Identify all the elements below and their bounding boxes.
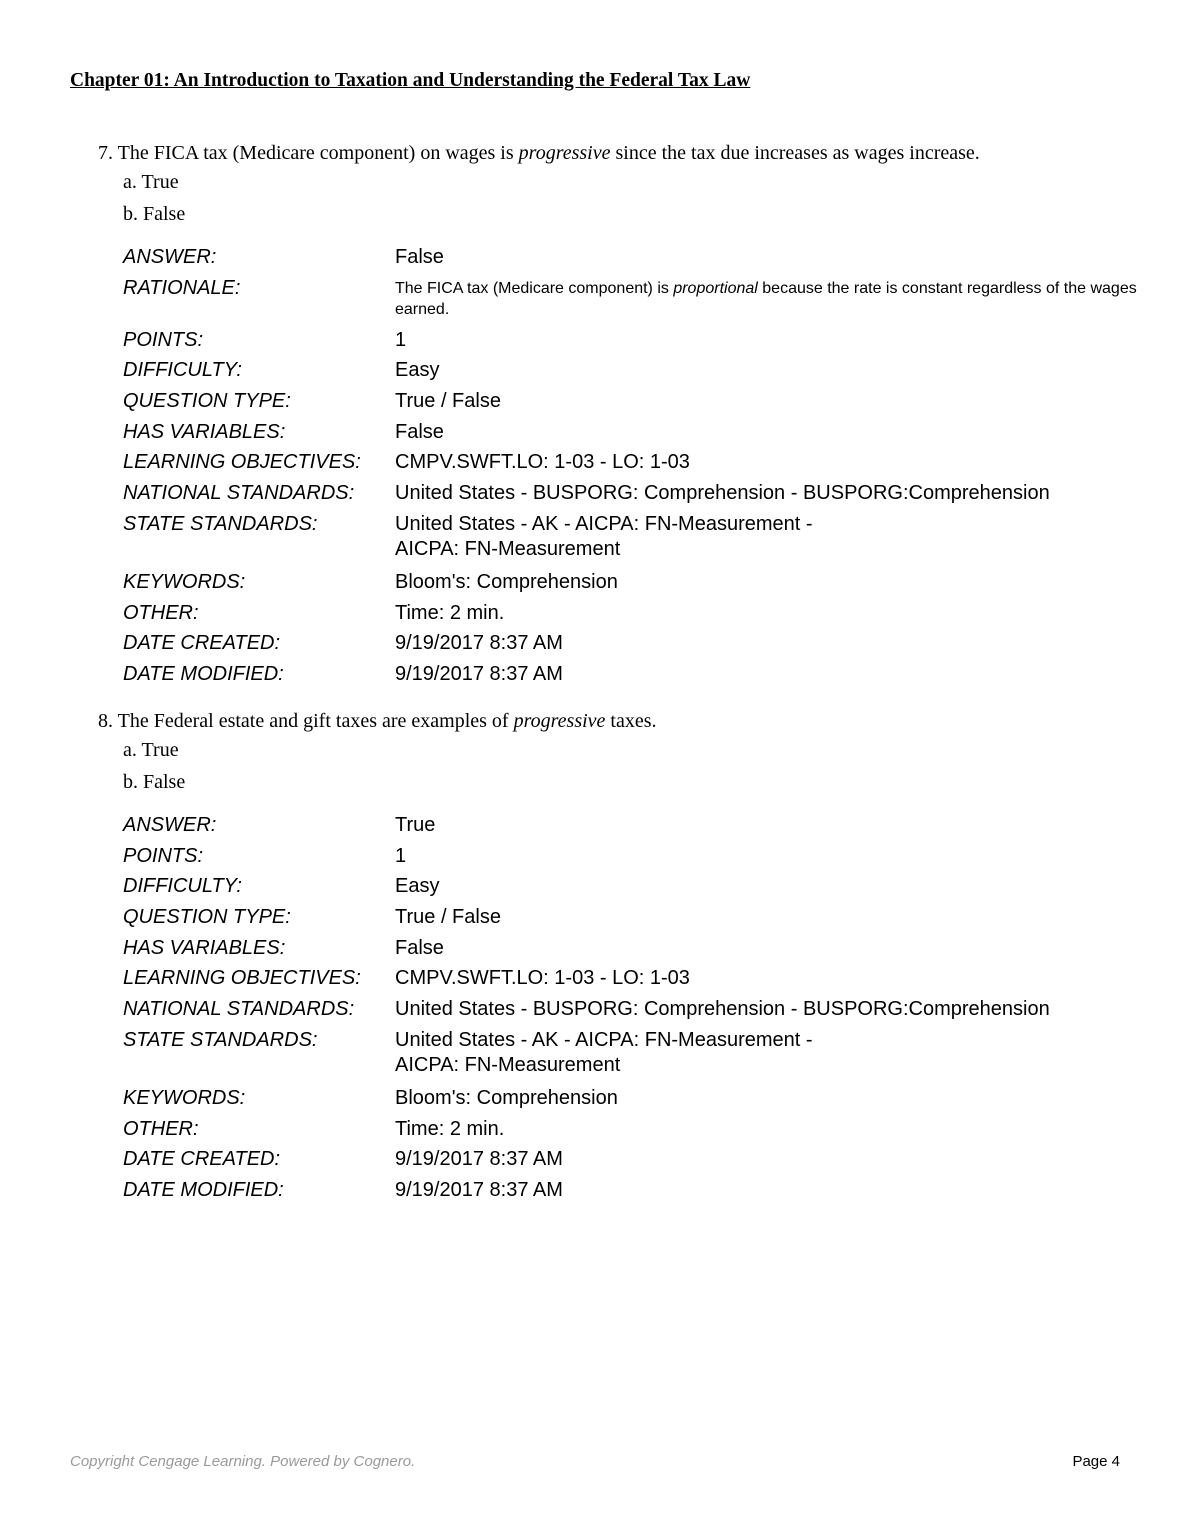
meta-row-keywords <box>123 1086 1138 1117</box>
answer-value: True <box>395 814 436 836</box>
meta-label: RATIONALE: <box>123 276 241 299</box>
state-standards-line: United States - AK - AICPA: FN-Measurement - <box>395 1028 813 1051</box>
meta-label: KEYWORDS: <box>123 570 246 593</box>
meta-label: ANSWER: <box>123 814 217 836</box>
meta-row-difficulty <box>123 358 1138 389</box>
points-value: 1 <box>395 844 407 867</box>
meta-label: HAS VARIABLES: <box>123 936 286 959</box>
question-stem-text: The FICA tax (Medicare component) on wages is <box>117 142 519 164</box>
meta-row-state-standards <box>123 1028 1138 1086</box>
question-stem-text-end: since the tax due increases as wages increase. <box>610 142 980 164</box>
answer-value: False <box>395 246 444 268</box>
meta-row-learning-objectives <box>123 966 1138 997</box>
choice-false: b. False <box>123 771 186 793</box>
meta-label: LEARNING OBJECTIVES: <box>123 967 361 990</box>
meta-row-question-type <box>123 389 1138 420</box>
date-modified-value: 9/19/2017 8:37 AM <box>395 662 563 685</box>
question-7 <box>98 140 1138 693</box>
rationale-text: The FICA tax (Medicare component) is <box>395 279 674 297</box>
meta-row-keywords <box>123 570 1138 601</box>
state-standards-value <box>395 512 1138 570</box>
question-stem-emphasis: progressive <box>518 142 611 164</box>
meta-label: DATE CREATED: <box>123 632 281 655</box>
question-stem <box>98 708 1138 734</box>
meta-label: QUESTION TYPE: <box>123 390 291 413</box>
choice-true: a. True <box>123 171 179 193</box>
keywords-value: Bloom's: Comprehension <box>395 570 618 593</box>
meta-label: HAS VARIABLES: <box>123 420 286 443</box>
rationale-value <box>395 276 1138 328</box>
state-standards-value <box>395 1028 1138 1086</box>
meta-row-date-modified <box>123 1178 1138 1209</box>
meta-row-other <box>123 601 1138 632</box>
footer-copyright: Copyright Cengage Learning. Powered by Cognero. <box>70 1453 416 1470</box>
other-value: Time: 2 min. <box>395 1117 505 1140</box>
rationale-emphasis: proportional <box>673 279 758 297</box>
question-metadata <box>123 813 1138 1209</box>
keywords-value: Bloom's: Comprehension <box>395 1086 618 1109</box>
meta-label: NATIONAL STANDARDS: <box>123 998 355 1021</box>
question-number: 8. <box>98 710 113 732</box>
has-variables-value: False <box>395 936 444 959</box>
state-standards-line: AICPA: FN-Measurement <box>395 537 621 560</box>
meta-label: DATE MODIFIED: <box>123 662 284 685</box>
question-type-value: True / False <box>395 906 501 929</box>
page-number: Page 4 <box>1072 1453 1120 1470</box>
meta-row-learning-objectives <box>123 450 1138 481</box>
choice-false: b. False <box>123 203 186 225</box>
chapter-title: Chapter 01: An Introduction to Taxation and Understanding the Federal Tax Law <box>70 70 751 91</box>
question-stem-text-end: taxes. <box>605 710 657 732</box>
date-created-value: 9/19/2017 8:37 AM <box>395 1148 563 1171</box>
meta-row-answer <box>123 245 1138 276</box>
meta-label: STATE STANDARDS: <box>123 1028 318 1051</box>
date-created-value: 9/19/2017 8:37 AM <box>395 632 563 655</box>
meta-label: DIFFICULTY: <box>123 875 242 898</box>
meta-row-date-modified <box>123 662 1138 693</box>
meta-label: POINTS: <box>123 328 204 351</box>
question-metadata <box>123 245 1138 693</box>
points-value: 1 <box>395 328 407 351</box>
state-standards-line: United States - AK - AICPA: FN-Measurement - <box>395 512 813 535</box>
national-standards-value: United States - BUSPORG: Comprehension - BUSPORG:Comprehension <box>395 998 1050 1021</box>
other-value: Time: 2 min. <box>395 601 505 624</box>
meta-row-answer <box>123 813 1138 844</box>
date-modified-value: 9/19/2017 8:37 AM <box>395 1178 563 1201</box>
meta-label: OTHER: <box>123 601 199 624</box>
meta-label: DATE CREATED: <box>123 1148 281 1171</box>
meta-row-points <box>123 844 1138 875</box>
choice-list <box>123 169 1138 233</box>
meta-label: KEYWORDS: <box>123 1086 246 1109</box>
meta-label: POINTS: <box>123 844 204 867</box>
meta-row-date-created <box>123 631 1138 662</box>
learning-objectives-value: CMPV.SWFT.LO: 1-03 - LO: 1-03 <box>395 967 690 990</box>
meta-row-national-standards <box>123 481 1138 512</box>
meta-label: DIFFICULTY: <box>123 359 242 382</box>
meta-label: NATIONAL STANDARDS: <box>123 482 355 505</box>
learning-objectives-value: CMPV.SWFT.LO: 1-03 - LO: 1-03 <box>395 451 690 474</box>
question-number: 7. <box>98 142 113 164</box>
meta-row-question-type <box>123 905 1138 936</box>
has-variables-value: False <box>395 420 444 443</box>
state-standards-line: AICPA: FN-Measurement <box>395 1053 621 1076</box>
meta-row-other <box>123 1117 1138 1148</box>
question-8 <box>98 708 1138 1209</box>
meta-label: DATE MODIFIED: <box>123 1178 284 1201</box>
question-stem <box>98 140 1138 166</box>
question-stem-text: The Federal estate and gift taxes are examples of <box>117 710 514 732</box>
meta-row-national-standards <box>123 997 1138 1028</box>
meta-row-difficulty <box>123 874 1138 905</box>
question-type-value: True / False <box>395 390 501 413</box>
meta-row-has-variables <box>123 420 1138 451</box>
meta-label: QUESTION TYPE: <box>123 906 291 929</box>
meta-row-rationale <box>123 276 1138 328</box>
meta-row-points <box>123 328 1138 359</box>
meta-row-date-created <box>123 1147 1138 1178</box>
national-standards-value: United States - BUSPORG: Comprehension - BUSPORG:Comprehension <box>395 482 1050 505</box>
choice-list <box>123 737 1138 801</box>
rationale-text-end: because the rate is constant regardless of the wages earned. <box>395 279 1137 318</box>
meta-row-state-standards <box>123 512 1138 570</box>
meta-label: STATE STANDARDS: <box>123 512 318 535</box>
meta-label: OTHER: <box>123 1117 199 1140</box>
meta-label: ANSWER: <box>123 246 217 268</box>
meta-row-has-variables <box>123 936 1138 967</box>
question-stem-emphasis: progressive <box>513 710 606 732</box>
meta-label: LEARNING OBJECTIVES: <box>123 451 361 474</box>
difficulty-value: Easy <box>395 359 440 382</box>
choice-true: a. True <box>123 739 179 761</box>
difficulty-value: Easy <box>395 875 440 898</box>
